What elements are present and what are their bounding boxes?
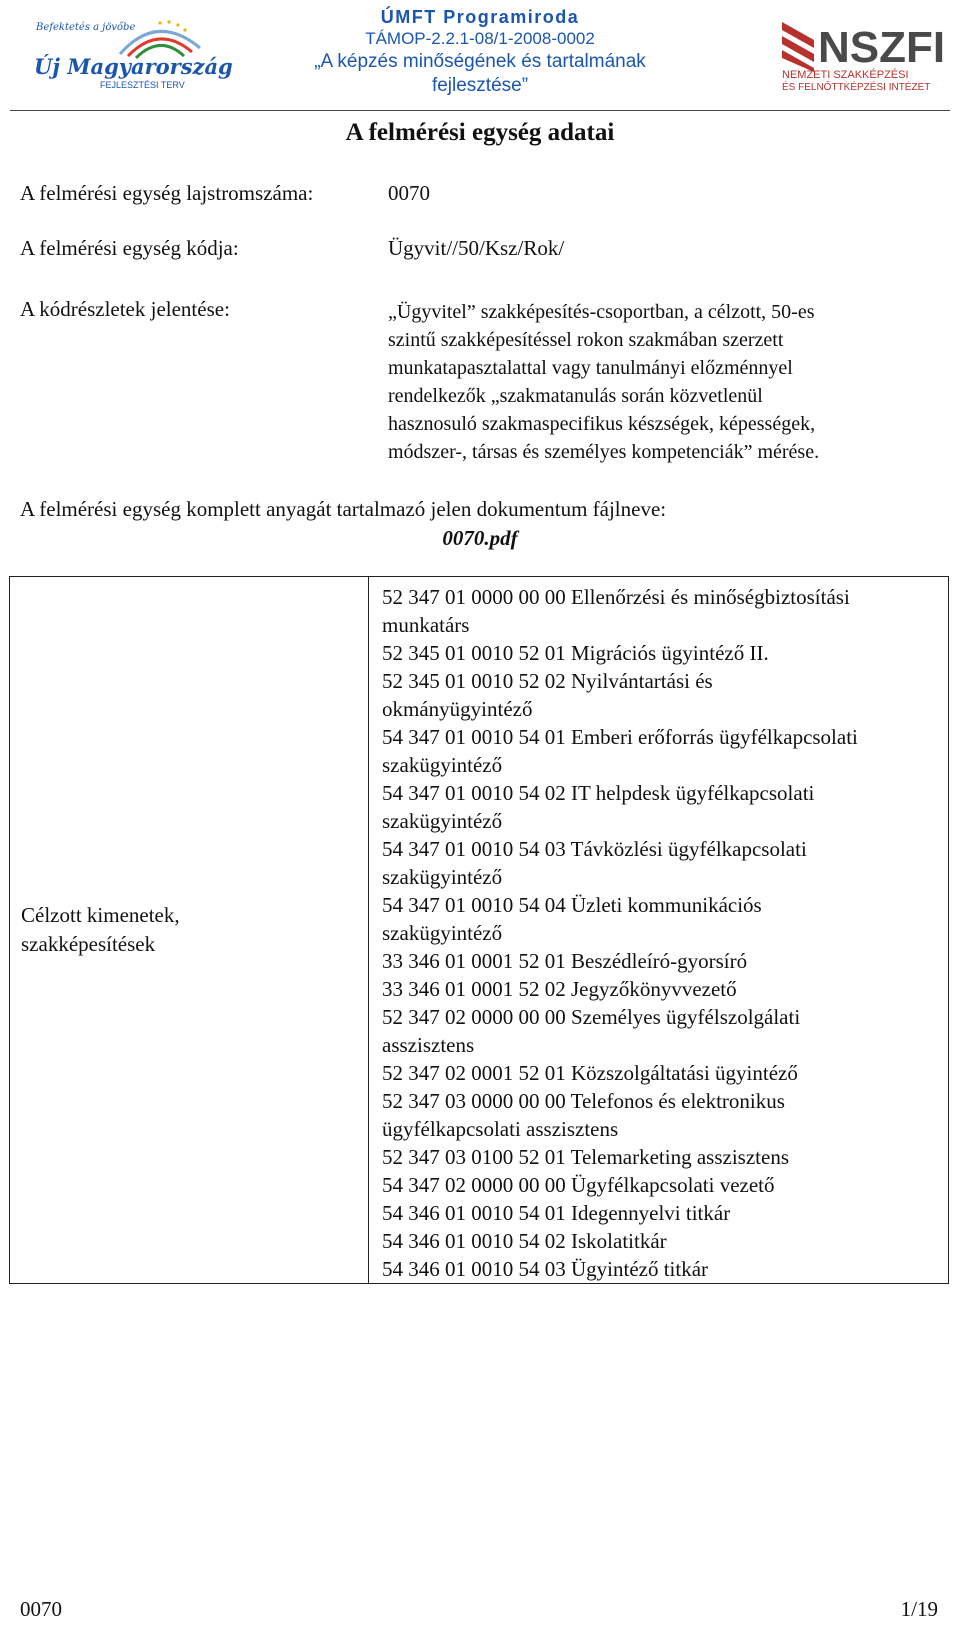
nszfi-logo — [780, 16, 950, 92]
nszfi-line2: ÉS FELNŐTTKÉPZÉSI INTÉZET — [782, 82, 931, 93]
outputs-label-line: szakképesítések — [21, 932, 156, 956]
program-title-line1: „A képzés minőségének és tartalmának — [314, 51, 646, 72]
qualification-line: okmányügyintéző — [382, 697, 533, 721]
outputs-list-cell — [382, 583, 944, 1283]
qualification-line: szakügyintéző — [382, 809, 503, 833]
qualification-line: 54 347 01 0010 54 03 Távközlési ügyfélkapcsolati — [382, 837, 807, 861]
program-code: TÁMOP-2.2.1-08/1-2008-0002 — [365, 29, 595, 48]
file-name-label: A felmérési egység komplett anyagát tartalmazó jelen dokumentum fájlneve: — [20, 497, 667, 521]
code-meaning-line: „Ügyvitel” szakképesítés-csoportban, a célzott, 50-es — [388, 301, 815, 323]
qualification-line: 52 347 03 0000 00 00 Telefonos és elektronikus — [382, 1089, 785, 1113]
unit-code-value: Ügyvit//50/Ksz/Rok/ — [388, 236, 565, 260]
qualification-line: 33 346 01 0001 52 02 Jegyzőkönyvvezető — [382, 977, 737, 1001]
program-office: ÚMFT Programiroda — [380, 7, 580, 27]
logo-brand: Új Magyarország — [34, 54, 233, 79]
page-title: A felmérési egység adatai — [345, 119, 615, 146]
unit-code-label: A felmérési egység kódja: — [20, 236, 239, 260]
qualification-line: 54 346 01 0010 54 01 Idegennyelvi titkár — [382, 1201, 731, 1225]
page-header — [0, 0, 960, 112]
qualification-line: szakügyintéző — [382, 753, 503, 777]
outputs-label-line: Célzott kimenetek, — [21, 903, 180, 927]
program-title-line2: fejlesztése” — [431, 75, 529, 96]
table-column-divider — [368, 577, 369, 1283]
qualification-line: 54 347 01 0010 54 02 IT helpdesk ügyfélkapcsolati — [382, 781, 815, 805]
target-outputs-table — [9, 576, 949, 1284]
qualification-line: 52 345 01 0010 52 01 Migrációs ügyintéző II. — [382, 641, 769, 665]
qualification-line: 52 347 02 0001 52 01 Közszolgáltatási ügyintéző — [382, 1061, 798, 1085]
qualification-line: 54 347 01 0010 54 01 Emberi erőforrás ügyfélkapcsolati — [382, 725, 858, 749]
header-divider — [10, 110, 950, 111]
uj-magyarorszag-logo — [32, 14, 233, 94]
outputs-label — [10, 901, 180, 959]
qualification-line: szakügyintéző — [382, 865, 503, 889]
page-number: 1/19 — [900, 1597, 938, 1621]
code-meaning-label: A kódrészletek jelentése: — [20, 297, 230, 321]
outputs-label-cell — [10, 577, 368, 1283]
qualification-line: 54 347 02 0000 00 00 Ügyfélkapcsolati vezető — [382, 1173, 775, 1197]
code-meaning-line: munkatapasztalattal vagy tanulmányi előzménnyel — [388, 357, 793, 379]
qualification-line: asszisztens — [382, 1033, 475, 1057]
logo-sub: FEJLESZTÉSI TERV — [100, 80, 185, 90]
code-meaning-line: hasznosuló szakmaspecifikus készségek, képességek, — [388, 413, 816, 435]
logo-tagline: Befektetés a jövőbe — [36, 22, 136, 33]
qualification-line: 33 346 01 0001 52 01 Beszédleíró-gyorsíró — [382, 949, 748, 973]
qualification-line: munkatárs — [382, 613, 470, 637]
code-meaning-text — [388, 298, 928, 466]
qualification-line: 54 346 01 0010 54 02 Iskolatitkár — [382, 1229, 667, 1253]
qualification-line: 52 347 02 0000 00 00 Személyes ügyfélszolgálati — [382, 1005, 801, 1029]
file-name: 0070.pdf — [442, 526, 518, 550]
code-meaning-line: rendelkezők „szakmatanulás során közvetlenül — [388, 385, 763, 407]
qualification-line: 52 345 01 0010 52 02 Nyilvántartási és — [382, 669, 713, 693]
qualification-line: szakügyintéző — [382, 921, 503, 945]
registry-number-label: A felmérési egység lajstromszáma: — [20, 181, 314, 205]
qualification-line: 54 347 01 0010 54 04 Üzleti kommunikációs — [382, 893, 762, 917]
code-meaning-line: módszer-, társas és személyes kompetenciák” mérése. — [388, 441, 820, 463]
code-meaning-line: szintű szakképesítéssel rokon szakmában szerzett — [388, 329, 784, 351]
qualification-line: ügyfélkapcsolati asszisztens — [382, 1117, 619, 1141]
qualification-line: 52 347 01 0000 00 00 Ellenőrzési és minőségbiztosítási — [382, 585, 850, 609]
footer-unit-number: 0070 — [20, 1597, 62, 1621]
registry-number-value: 0070 — [388, 181, 430, 205]
qualification-line: 54 346 01 0010 54 03 Ügyintéző titkár — [382, 1257, 709, 1281]
nszfi-brand: NSZFI — [818, 23, 946, 72]
qualification-line: 52 347 03 0100 52 01 Telemarketing asszisztens — [382, 1145, 789, 1169]
header-program-info — [260, 6, 700, 98]
nszfi-line1: NEMZETI SZAKKÉPZÉSI — [782, 69, 909, 81]
